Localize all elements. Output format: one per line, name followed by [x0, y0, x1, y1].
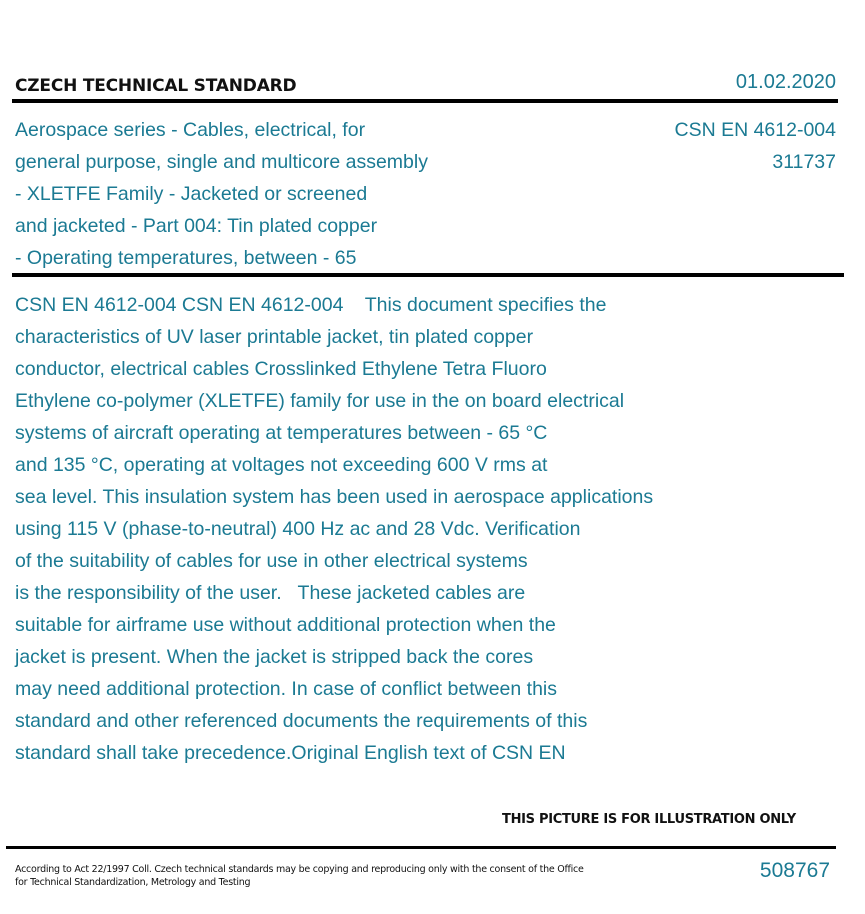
title-line: general purpose, single and multicore assembly — [15, 151, 428, 173]
abstract-line: CSN EN 4612-004 CSN EN 4612-004 This document specifies the — [15, 294, 607, 316]
catalog-number: 311737 — [772, 151, 836, 173]
illustration-notice: THIS PICTURE IS FOR ILLUSTRATION ONLY — [502, 812, 796, 827]
document-abstract — [15, 289, 775, 769]
title-line: Aerospace series - Cables, electrical, for — [15, 119, 366, 141]
abstract-line: is the responsibility of the user. These jacketed cables are — [15, 582, 526, 604]
abstract-line: may need additional protection. In case of conflict between this — [15, 678, 557, 700]
standard-code: CSN EN 4612-004 — [674, 119, 836, 141]
copyright-notice — [15, 863, 584, 889]
title-divider — [12, 273, 844, 277]
abstract-line: Ethylene co-polymer (XLETFE) family for use in the on board electrical — [15, 390, 625, 412]
abstract-line: and 135 °C, operating at voltages not exceeding 600 V rms at — [15, 454, 548, 476]
title-line: and jacketed - Part 004: Tin plated copper — [15, 215, 378, 237]
document-title — [15, 114, 615, 274]
footer-divider — [6, 846, 836, 849]
title-line: - Operating temperatures, between - 65 — [15, 247, 357, 269]
copyright-line: for Technical Standardization, Metrology and Testing — [15, 877, 251, 888]
abstract-line: jacket is present. When the jacket is stripped back the cores — [15, 646, 534, 668]
abstract-line: of the suitability of cables for use in other electrical systems — [15, 550, 528, 572]
abstract-line: using 115 V (phase-to-neutral) 400 Hz ac and 28 Vdc. Verification — [15, 518, 581, 540]
copyright-line: According to Act 22/1997 Coll. Czech technical standards may be copying and reproducing only with the consent of the Office — [15, 864, 584, 875]
abstract-line: suitable for airframe use without additional protection when the — [15, 614, 556, 636]
abstract-line: sea level. This insulation system has been used in aerospace applications — [15, 486, 654, 508]
abstract-line: systems of aircraft operating at temperatures between - 65 °C — [15, 422, 548, 444]
standard-type-label: CZECH TECHNICAL STANDARD — [15, 76, 297, 96]
abstract-line: characteristics of UV laser printable jacket, tin plated copper — [15, 326, 534, 348]
abstract-line: standard shall take precedence.Original English text of CSN EN — [15, 742, 566, 764]
abstract-line: conductor, electrical cables Crosslinked Ethylene Tetra Fluoro — [15, 358, 547, 380]
header-divider — [12, 99, 838, 103]
document-id: 508767 — [759, 859, 830, 882]
standard-codes — [674, 114, 836, 178]
publication-date: 01.02.2020 — [735, 71, 836, 93]
abstract-line: standard and other referenced documents the requirements of this — [15, 710, 588, 732]
title-line: - XLETFE Family - Jacketed or screened — [15, 183, 368, 205]
